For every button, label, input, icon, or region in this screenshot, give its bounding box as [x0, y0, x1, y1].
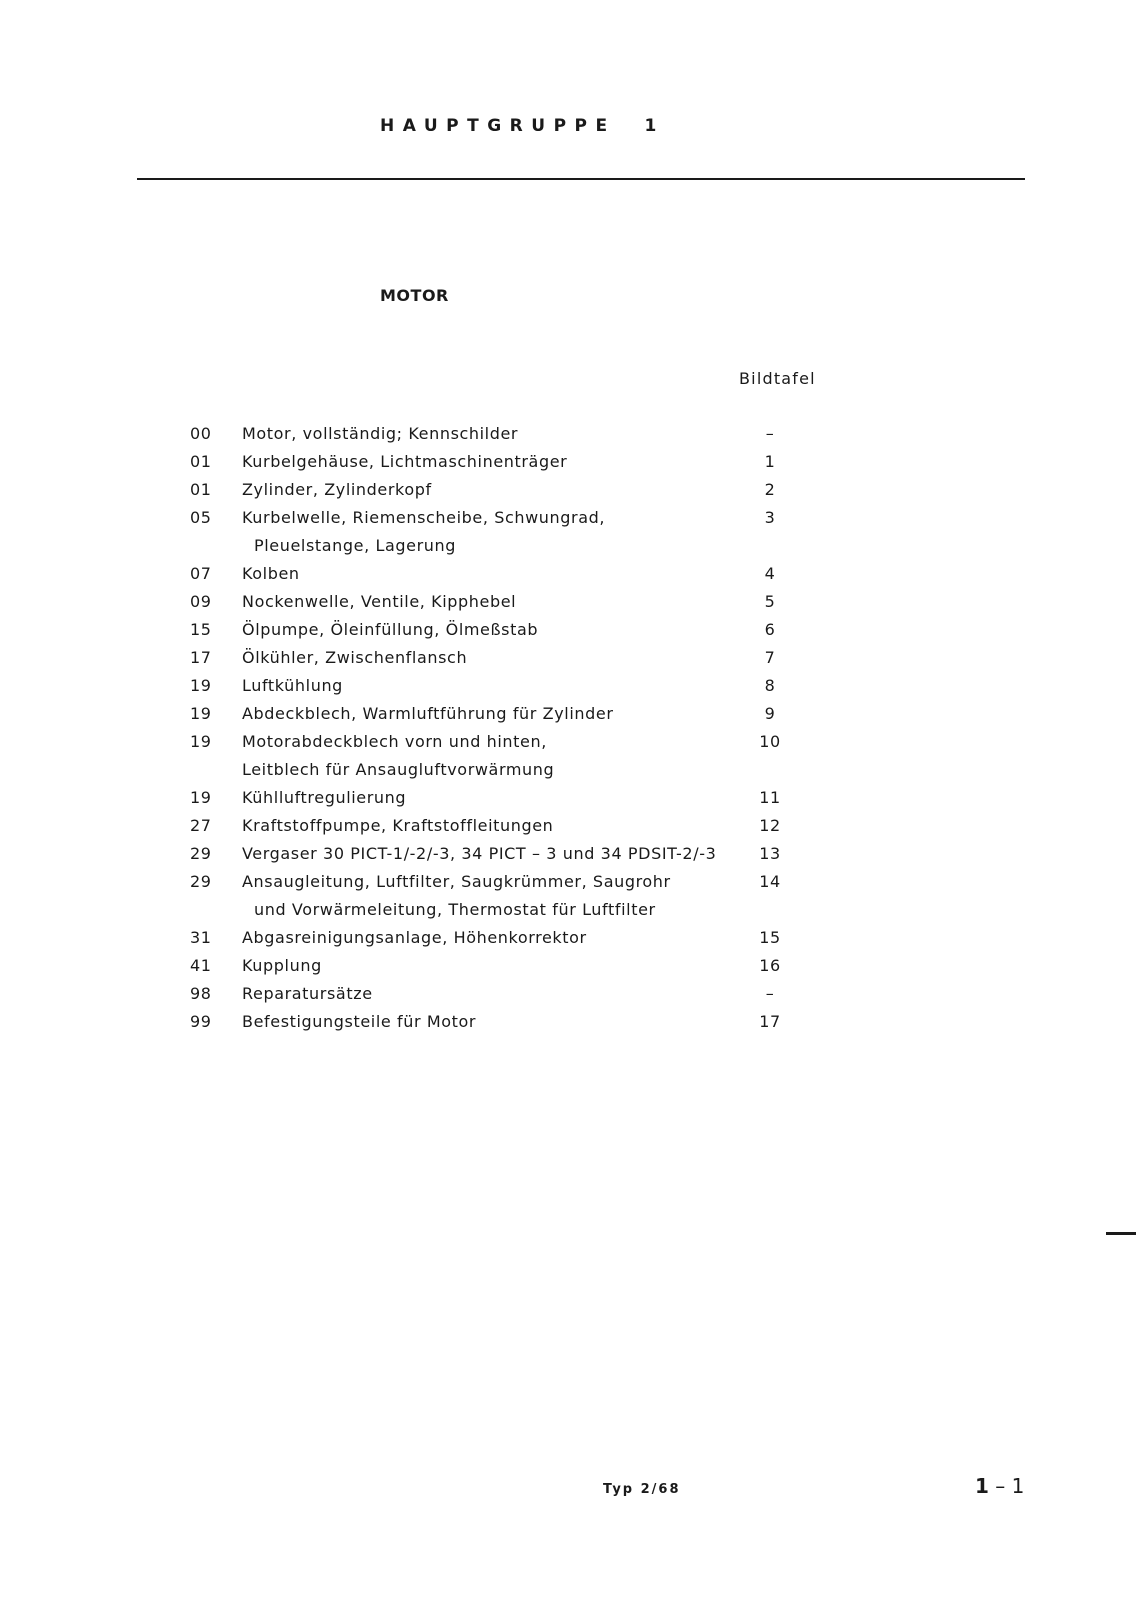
toc-plate: 2	[764, 480, 776, 499]
toc-row	[190, 868, 810, 896]
toc-row	[190, 700, 810, 728]
section-title: MOTOR	[380, 286, 449, 305]
page-number-major: 1	[975, 1474, 989, 1498]
toc-plate: 1	[764, 452, 776, 471]
toc-title: Ölkühler, Zwischenflansch	[242, 648, 468, 667]
toc-title: Abgasreinigungsanlage, Höhenkorrektor	[242, 928, 587, 947]
toc-code: 05	[190, 508, 212, 527]
toc-plate: 13	[759, 844, 781, 863]
toc-plate: 16	[759, 956, 781, 975]
toc-row	[190, 504, 810, 532]
toc-title: Luftkühlung	[242, 676, 343, 695]
footer-type-label: Typ 2/68	[603, 1482, 681, 1497]
toc-title: Ölpumpe, Öleinfüllung, Ölmeßstab	[242, 620, 539, 639]
page-number-minor: 1	[1011, 1474, 1025, 1498]
toc-code: 19	[190, 676, 212, 695]
toc-title: Reparatursätze	[242, 984, 373, 1003]
toc-code: 29	[190, 872, 212, 891]
toc-code: 00	[190, 424, 212, 443]
toc-plate: 7	[764, 648, 776, 667]
toc-title: Zylinder, Zylinderkopf	[242, 480, 432, 499]
toc-row	[190, 448, 810, 476]
toc-title: Leitblech für Ansaugluftvorwärmung	[242, 760, 555, 779]
toc-row-continuation	[190, 756, 810, 784]
toc-plate: 12	[759, 816, 781, 835]
toc-plate: 9	[764, 704, 776, 723]
toc-code: 31	[190, 928, 212, 947]
toc-plate: 11	[759, 788, 781, 807]
toc-title: Befestigungsteile für Motor	[242, 1012, 477, 1031]
toc-code: 99	[190, 1012, 212, 1031]
toc-title: Motorabdeckblech vorn und hinten,	[242, 732, 547, 751]
toc-code: 17	[190, 648, 212, 667]
toc-row	[190, 476, 810, 504]
toc-row	[190, 980, 810, 1008]
plate-column-header: Bildtafel	[739, 369, 816, 388]
toc-row	[190, 1008, 810, 1036]
toc-code: 19	[190, 704, 212, 723]
toc-title: und Vorwärmeleitung, Thermostat für Luftfilter	[254, 900, 656, 919]
toc-title: Kraftstoffpumpe, Kraftstoffleitungen	[242, 816, 554, 835]
toc-code: 41	[190, 956, 212, 975]
toc-plate: 5	[764, 592, 776, 611]
toc-title: Abdeckblech, Warmluftführung für Zylinder	[242, 704, 614, 723]
toc-code: 15	[190, 620, 212, 639]
toc-code: 19	[190, 788, 212, 807]
toc-row	[190, 728, 810, 756]
toc-row	[190, 588, 810, 616]
toc-title: Vergaser 30 PICT-1/-2/-3, 34 PICT – 3 und 34 PDSIT-2/-3	[242, 844, 717, 863]
toc-row	[190, 784, 810, 812]
margin-mark	[1106, 1232, 1136, 1235]
header-divider	[137, 178, 1025, 180]
table-of-contents	[190, 420, 810, 1036]
toc-plate: 10	[759, 732, 781, 751]
toc-title: Kurbelgehäuse, Lichtmaschinenträger	[242, 452, 568, 471]
toc-code: 19	[190, 732, 212, 751]
toc-plate: 4	[764, 564, 776, 583]
toc-title: Kolben	[242, 564, 300, 583]
toc-title: Nockenwelle, Ventile, Kipphebel	[242, 592, 517, 611]
toc-row-continuation	[190, 896, 810, 924]
toc-plate: 17	[759, 1012, 781, 1031]
toc-plate: 14	[759, 872, 781, 891]
toc-plate: 8	[764, 676, 776, 695]
toc-code: 29	[190, 844, 212, 863]
toc-row	[190, 644, 810, 672]
toc-code: 27	[190, 816, 212, 835]
header-title: HAUPTGRUPPE 1	[380, 116, 665, 136]
toc-row	[190, 924, 810, 952]
toc-row	[190, 560, 810, 588]
toc-title: Kühlluftregulierung	[242, 788, 407, 807]
toc-row	[190, 420, 810, 448]
page-number-separator: –	[995, 1474, 1006, 1498]
toc-title: Kupplung	[242, 956, 322, 975]
toc-code: 07	[190, 564, 212, 583]
toc-row	[190, 812, 810, 840]
toc-plate: –	[765, 424, 775, 443]
toc-code: 01	[190, 480, 212, 499]
toc-row	[190, 616, 810, 644]
toc-plate: 15	[759, 928, 781, 947]
toc-title: Motor, vollständig; Kennschilder	[242, 424, 519, 443]
toc-row	[190, 952, 810, 980]
toc-title: Pleuelstange, Lagerung	[254, 536, 457, 555]
toc-code: 09	[190, 592, 212, 611]
toc-plate: 6	[764, 620, 776, 639]
toc-plate: –	[765, 984, 775, 1003]
toc-code: 98	[190, 984, 212, 1003]
toc-code: 01	[190, 452, 212, 471]
toc-title: Kurbelwelle, Riemenscheibe, Schwungrad,	[242, 508, 606, 527]
toc-row-continuation	[190, 532, 810, 560]
toc-row	[190, 840, 810, 868]
toc-plate: 3	[764, 508, 776, 527]
toc-title: Ansaugleitung, Luftfilter, Saugkrümmer, Saugrohr	[242, 872, 671, 891]
page-number	[975, 1474, 1024, 1498]
toc-row	[190, 672, 810, 700]
